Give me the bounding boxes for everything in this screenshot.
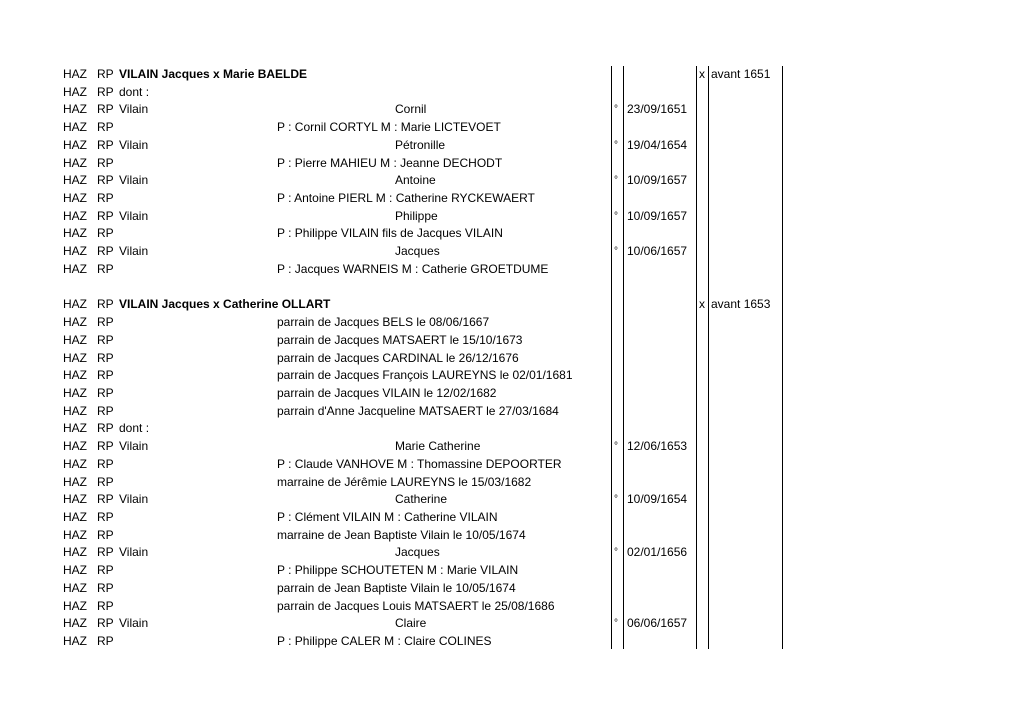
marriage-symbol: x	[699, 297, 705, 312]
register-row	[0, 544, 1024, 562]
baptism-symbol: °	[614, 210, 618, 222]
register-type: RP	[97, 208, 114, 223]
register-type: RP	[97, 616, 114, 631]
register-row	[0, 119, 1024, 137]
baptism-date: 06/06/1657	[627, 616, 688, 631]
family-label: VILAIN Jacques x Marie BAELDE	[119, 67, 308, 81]
entry-detail: parrain de Jacques CARDINAL le 26/12/1676	[277, 350, 519, 365]
parish-code: HAZ	[63, 350, 87, 365]
register-type: RP	[97, 244, 114, 259]
family-label: Vilain	[119, 244, 149, 259]
entry-detail: P : Clément VILAIN M : Catherine VILAIN	[277, 510, 498, 524]
parish-code: HAZ	[63, 191, 87, 206]
register-type: RP	[97, 403, 114, 418]
baptism-date: 10/09/1654	[627, 492, 688, 507]
register-type: RP	[97, 191, 114, 206]
family-label: Vilain	[119, 173, 149, 188]
parish-code: HAZ	[63, 492, 87, 507]
marriage-date: avant 1651	[711, 67, 771, 81]
register-type: RP	[97, 545, 114, 560]
register-type: RP	[97, 439, 114, 454]
child-name: Pétronille	[395, 137, 446, 152]
baptism-symbol: °	[614, 618, 618, 630]
entry-detail: marraine de Jérêmie LAUREYNS le 15/03/1682	[277, 474, 532, 489]
baptism-date: 10/09/1657	[627, 208, 688, 223]
entry-detail: P : Claude VANHOVE M : Thomassine DEPOORTER	[277, 456, 562, 471]
entry-detail: P : Jacques WARNEIS M : Catherie GROETDUME	[277, 261, 549, 276]
child-name: Antoine	[395, 173, 436, 188]
register-row	[0, 172, 1024, 190]
register-type: RP	[97, 173, 114, 188]
parish-code: HAZ	[63, 297, 87, 312]
baptism-date: 10/09/1657	[627, 173, 688, 188]
register-type: RP	[97, 137, 114, 152]
parish-code: HAZ	[63, 84, 87, 99]
parish-code: HAZ	[63, 439, 87, 454]
parish-code: HAZ	[63, 545, 87, 560]
register-row	[0, 243, 1024, 261]
register-row	[0, 137, 1024, 155]
register-row	[0, 332, 1024, 350]
parish-code: HAZ	[63, 244, 87, 259]
register-type: RP	[97, 102, 114, 117]
baptism-symbol: °	[614, 441, 618, 453]
parish-code: HAZ	[63, 208, 87, 223]
register-row	[0, 101, 1024, 119]
entry-detail: P : Philippe SCHOUTETEN M : Marie VILAIN	[277, 563, 519, 578]
register-row	[0, 225, 1024, 243]
family-label: Vilain	[119, 616, 149, 631]
entry-detail: marraine de Jean Baptiste Vilain le 10/05/1674	[277, 527, 526, 542]
register-type: RP	[97, 510, 114, 524]
register-type: RP	[97, 261, 114, 276]
child-name: Claire	[395, 616, 427, 631]
register-type: RP	[97, 155, 114, 170]
register-type: RP	[97, 120, 114, 135]
register-type: RP	[97, 421, 114, 436]
child-name: Philippe	[395, 208, 438, 223]
register-row	[0, 403, 1024, 421]
register-type: RP	[97, 634, 114, 649]
baptism-date: 10/06/1657	[627, 244, 688, 259]
register-row	[0, 350, 1024, 368]
parish-code: HAZ	[63, 580, 87, 595]
marriage-symbol: x	[699, 67, 705, 81]
family-label: Vilain	[119, 137, 149, 152]
entry-detail: P : Antoine PIERL M : Catherine RYCKEWAERT	[277, 191, 535, 206]
register-row	[0, 208, 1024, 226]
parish-code: HAZ	[63, 368, 87, 383]
parish-code: HAZ	[63, 137, 87, 152]
parish-code: HAZ	[63, 598, 87, 613]
register-row	[0, 562, 1024, 580]
baptism-symbol: °	[614, 139, 618, 151]
register-row	[0, 314, 1024, 332]
parish-code: HAZ	[63, 385, 87, 400]
baptism-date: 23/09/1651	[627, 102, 688, 117]
baptism-symbol: °	[614, 547, 618, 559]
register-row	[0, 420, 1024, 438]
parish-code: HAZ	[63, 563, 87, 578]
register-row	[0, 84, 1024, 102]
child-name: Catherine	[395, 492, 448, 507]
family-label: Vilain	[119, 102, 149, 117]
parish-code: HAZ	[63, 474, 87, 489]
family-label: Vilain	[119, 492, 149, 507]
register-type: RP	[97, 226, 114, 241]
register-row	[0, 190, 1024, 208]
entry-detail: parrain de Jean Baptiste Vilain le 10/05/1674	[277, 580, 516, 595]
register-type: RP	[97, 297, 114, 312]
register-row	[0, 474, 1024, 492]
parish-code: HAZ	[63, 173, 87, 188]
baptism-symbol: °	[614, 494, 618, 506]
register-row	[0, 491, 1024, 509]
family-label: Vilain	[119, 208, 149, 223]
parish-code: HAZ	[63, 67, 87, 81]
family-label: dont :	[119, 421, 150, 436]
parish-code: HAZ	[63, 155, 87, 170]
baptism-date: 02/01/1656	[627, 545, 688, 560]
parish-code: HAZ	[63, 403, 87, 418]
parish-code: HAZ	[63, 456, 87, 471]
baptism-date: 19/04/1654	[627, 137, 688, 152]
parish-code: HAZ	[63, 421, 87, 436]
parish-code: HAZ	[63, 634, 87, 649]
entry-detail: parrain de Jacques VILAIN le 12/02/1682	[277, 385, 497, 400]
register-row	[0, 527, 1024, 545]
register-row	[0, 509, 1024, 527]
entry-detail: parrain de Jacques MATSAERT le 15/10/1673	[277, 332, 523, 347]
register-row	[0, 279, 1024, 297]
register-type: RP	[97, 67, 114, 81]
entry-detail: parrain de Jacques BELS le 08/06/1667	[277, 315, 490, 330]
baptism-symbol: °	[614, 104, 618, 116]
family-label: dont :	[119, 84, 150, 99]
entry-detail: P : Pierre MAHIEU M : Jeanne DECHODT	[277, 155, 503, 170]
register-row	[0, 296, 1024, 314]
entry-detail: parrain de Jacques François LAUREYNS le 02/01/1681	[277, 368, 573, 383]
child-name: Cornil	[395, 102, 427, 117]
baptism-symbol: °	[614, 246, 618, 258]
family-label: Vilain	[119, 545, 149, 560]
parish-code: HAZ	[63, 226, 87, 241]
parish-code: HAZ	[63, 315, 87, 330]
register-type: RP	[97, 456, 114, 471]
register-type: RP	[97, 598, 114, 613]
register-row	[0, 155, 1024, 173]
parish-code: HAZ	[63, 120, 87, 135]
entry-detail: P : Cornil CORTYL M : Marie LICTEVOET	[277, 120, 501, 135]
register-type: RP	[97, 563, 114, 578]
register-row	[0, 367, 1024, 385]
register-type: RP	[97, 492, 114, 507]
parish-code: HAZ	[63, 261, 87, 276]
register-row	[0, 438, 1024, 456]
child-name: Marie Catherine	[395, 439, 481, 454]
register-type: RP	[97, 315, 114, 330]
register-type: RP	[97, 580, 114, 595]
register-type: RP	[97, 350, 114, 365]
register-type: RP	[97, 84, 114, 99]
entry-detail: P : Philippe CALER M : Claire COLINES	[277, 634, 492, 649]
baptism-symbol: °	[614, 175, 618, 187]
register-row	[0, 261, 1024, 279]
family-label: VILAIN Jacques x Catherine OLLART	[119, 297, 331, 312]
register-type: RP	[97, 332, 114, 347]
register-row	[0, 598, 1024, 616]
entry-detail: parrain de Jacques Louis MATSAERT le 25/08/1686	[277, 598, 555, 613]
entry-detail: parrain d'Anne Jacqueline MATSAERT le 27/03/1684	[277, 403, 559, 418]
child-name: Jacques	[395, 244, 440, 259]
register-type: RP	[97, 527, 114, 542]
family-label: Vilain	[119, 439, 149, 454]
parish-code: HAZ	[63, 616, 87, 631]
register-type: RP	[97, 368, 114, 383]
parish-code: HAZ	[63, 332, 87, 347]
register-type: RP	[97, 385, 114, 400]
parish-code: HAZ	[63, 527, 87, 542]
child-name: Jacques	[395, 545, 440, 560]
register-row	[0, 615, 1024, 633]
register-row	[0, 580, 1024, 598]
baptism-date: 12/06/1653	[627, 439, 688, 454]
marriage-date: avant 1653	[711, 297, 771, 312]
parish-code: HAZ	[63, 510, 87, 524]
parish-code: HAZ	[63, 102, 87, 117]
register-row	[0, 456, 1024, 474]
register-row	[0, 385, 1024, 403]
register-row	[0, 633, 1024, 651]
entry-detail: P : Philippe VILAIN fils de Jacques VILAIN	[277, 226, 503, 241]
register-row	[0, 66, 1024, 84]
register-type: RP	[97, 474, 114, 489]
